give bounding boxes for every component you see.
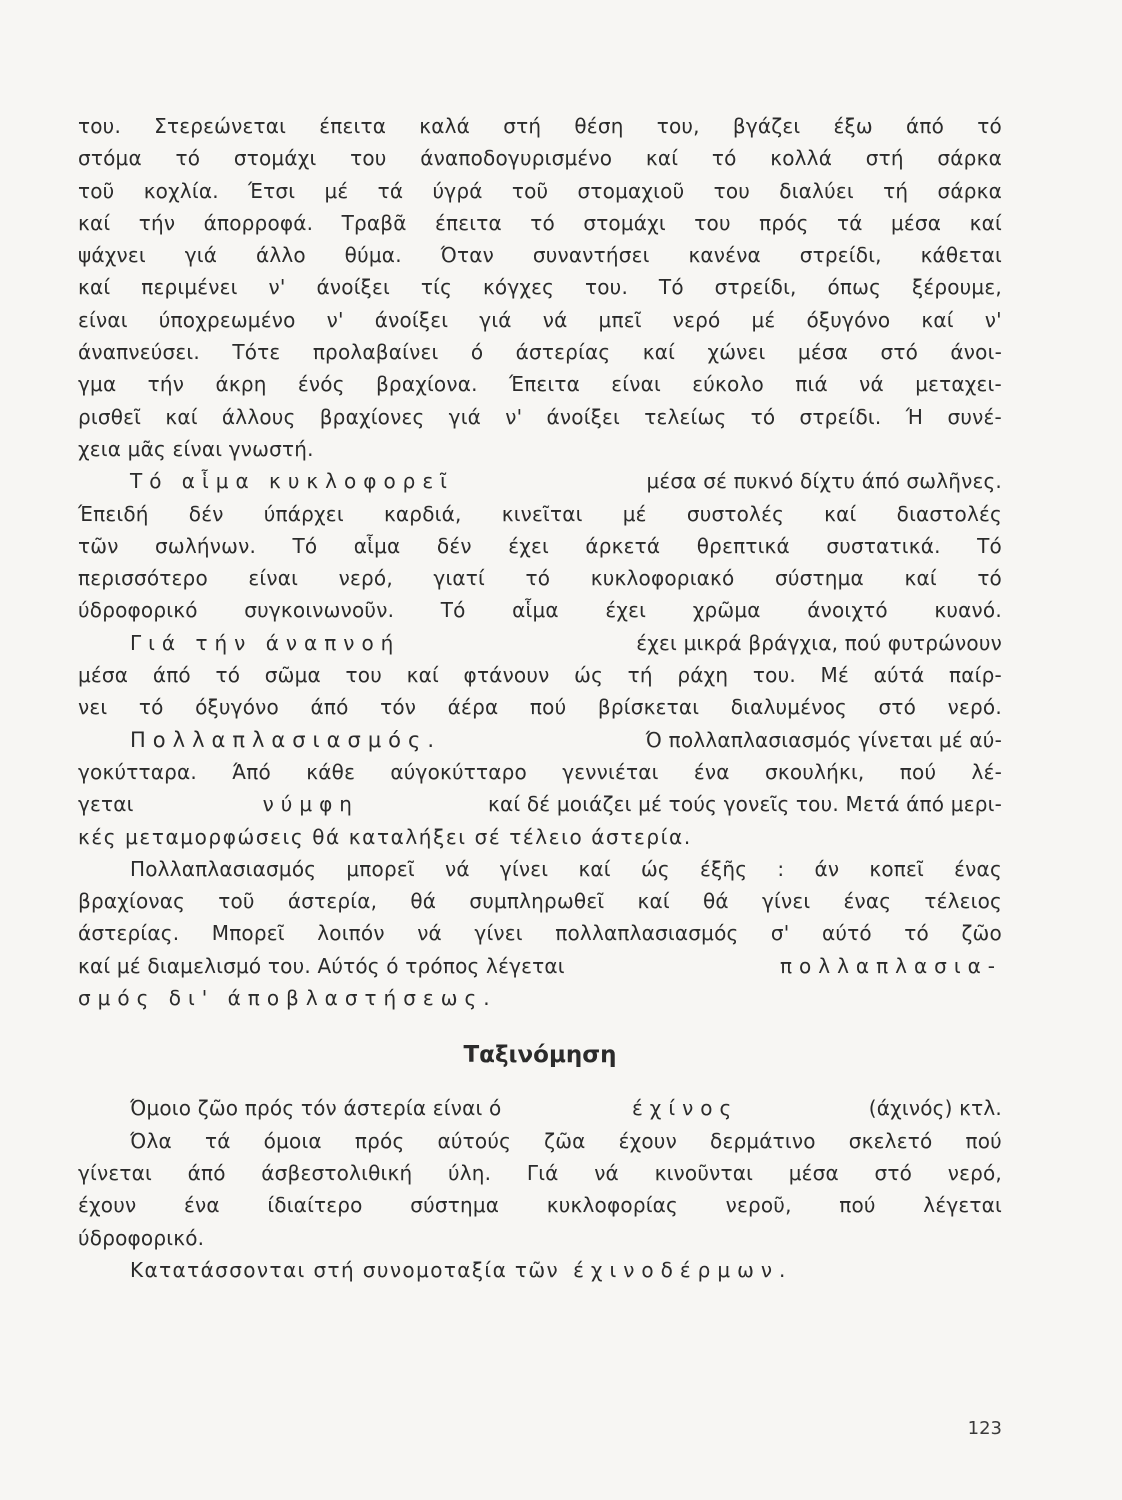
feeding-word: βραχίονες — [319, 404, 425, 429]
breathing-word: τό — [215, 663, 241, 688]
classification-line — [78, 1125, 1002, 1157]
feeding-word: μέσα — [797, 340, 849, 365]
feeding-word: πιά — [795, 372, 828, 397]
classification-word: στό — [874, 1160, 913, 1185]
feeding-word: γιά — [479, 307, 512, 332]
reproduction-line-3-a: γεται — [78, 792, 134, 817]
feeding-word: συναντήσει — [532, 243, 650, 268]
blood-line — [78, 498, 1002, 530]
feeding-word: καί — [165, 404, 198, 429]
classification-line — [78, 1222, 1002, 1254]
feeding-word: στρείδι, — [714, 275, 797, 300]
feeding-word: όξυγόνο — [806, 307, 891, 332]
feeding-word: τοῦ — [511, 178, 549, 203]
classification-word: ζῶα — [544, 1128, 586, 1153]
blood-word: περισσότερο — [78, 566, 208, 591]
feeding-word: ύποχρεωμένο — [158, 307, 296, 332]
classification-word: μέσα — [788, 1160, 839, 1185]
feeding-word: χεια μᾶς είναι γνωστή. — [78, 436, 314, 461]
blood-word: χρῶμα — [692, 598, 761, 623]
feeding-word: τή — [883, 178, 909, 203]
regeneration-word: καί — [637, 889, 670, 914]
feeding-word: θύμα. — [344, 243, 402, 268]
feeding-line — [78, 142, 1002, 174]
feeding-word: Έπειτα — [508, 372, 580, 397]
classification-word: πρός — [354, 1128, 405, 1153]
regeneration-word: λοιπόν — [317, 921, 385, 946]
feeding-word: βγάζει — [732, 114, 801, 138]
feeding-word: του. — [585, 275, 629, 300]
breathing-word: Μέ — [820, 663, 849, 688]
blood-word: ύπάρχει — [263, 501, 344, 526]
feeding-word: του. — [78, 114, 122, 138]
feeding-word: Στερεώνεται — [154, 114, 287, 138]
feeding-word: τελείως — [644, 404, 727, 429]
feeding-word: έξω — [833, 114, 873, 138]
regeneration-word: Μπορεῖ — [211, 921, 285, 946]
feeding-word: καί — [969, 210, 1002, 235]
feeding-word: του — [350, 146, 387, 171]
feeding-word: είναι — [78, 307, 128, 332]
feeding-line — [78, 336, 1002, 368]
classification-line-1-a: Όμοιο ζῶο πρός τόν άστερία είναι ό — [130, 1096, 502, 1121]
blood-word: μέ — [622, 501, 647, 526]
feeding-word: του — [694, 210, 731, 235]
regeneration-line-4-a: καί μέ διαμελισμό του. Αύτός ό τρόπος λέγεται — [78, 953, 565, 978]
feeding-word: άνοίξει — [316, 275, 390, 300]
blood-word: καί — [904, 566, 937, 591]
feeding-word: του — [713, 178, 751, 203]
breathing-word: άέρα — [447, 695, 499, 720]
feeding-word: σάρκα — [937, 178, 1002, 203]
classification-word: ένα — [183, 1193, 220, 1218]
blood-word: κυανό. — [934, 598, 1002, 623]
feeding-word: βραχίονα. — [375, 372, 478, 397]
feeding-word: άπορροφά. — [203, 210, 314, 235]
feeding-word: προλαβαίνει — [312, 340, 439, 365]
feeding-word: τίς — [420, 275, 453, 300]
blood-word: γιατί — [433, 566, 486, 591]
feeding-word: ν' — [984, 307, 1002, 332]
feeding-word: άπό — [905, 114, 945, 138]
feeding-word: ξέρουμε, — [911, 275, 1002, 300]
breathing-word: τή — [627, 663, 653, 688]
spaced-term-echinus: έχίνος — [631, 1096, 739, 1121]
regeneration-word: νά — [417, 921, 442, 946]
classification-word: όμοια — [263, 1128, 322, 1153]
spaced-term-blood: Τό αἷμα κυκλοφορεῖ — [130, 469, 454, 494]
blood-line — [78, 530, 1002, 562]
feeding-word: σάρκα — [937, 146, 1002, 171]
classification-word: σύστημα — [410, 1193, 500, 1218]
paragraph-regeneration — [78, 853, 1002, 950]
spaced-term-reproduction: Πολλαπλασιασμός. — [130, 727, 442, 752]
feeding-word: ψάχνει — [78, 243, 146, 268]
feeding-word: του, — [656, 114, 700, 138]
feeding-word: νά — [542, 307, 568, 332]
blood-word: κυκλοφοριακό — [590, 566, 735, 591]
paragraph-classification — [78, 1125, 1002, 1254]
breathing-word: καί — [406, 663, 439, 688]
feeding-line — [78, 433, 1002, 465]
regeneration-word: τέλειος — [924, 889, 1002, 914]
reproduction-line-4 — [78, 821, 1002, 853]
feeding-word: άνοίξει — [546, 404, 621, 429]
blood-word: καί — [824, 501, 857, 526]
blood-word: δέν — [188, 501, 224, 526]
reproduction-line-2-text: γοκύτταρα. Άπό κάθε αύγοκύτταρο γεννιέται ένα σκουλήκι, πού λέ- — [78, 759, 1002, 784]
feeding-word: τό — [175, 146, 201, 171]
feeding-word: Τότε — [232, 340, 281, 365]
classification-word: σκελετό — [848, 1128, 933, 1153]
breathing-word: ώς — [574, 663, 604, 688]
reproduction-line-3-b: καί δέ μοιάζει μέ τούς γονεῖς του. Μετά άπό μερι- — [487, 792, 1002, 817]
paragraph-feeding — [78, 110, 1002, 465]
feeding-word: κάθεται — [920, 243, 1002, 268]
classification-word: λέγεται — [923, 1193, 1002, 1218]
feeding-word: κανένα — [688, 243, 761, 268]
breathing-word: νει — [78, 695, 108, 720]
feeding-word: ν' — [326, 307, 344, 332]
feeding-word: ν' — [268, 275, 286, 300]
classification-word: αύτούς — [437, 1128, 512, 1153]
blood-word: άρκετά — [585, 533, 661, 558]
feeding-word: συνέ- — [947, 404, 1002, 429]
feeding-line — [78, 401, 1002, 433]
classification-word: νά — [594, 1160, 619, 1185]
regeneration-line — [78, 853, 1002, 885]
page-body — [78, 110, 1002, 1286]
blood-word: καρδιά, — [383, 501, 462, 526]
reproduction-line-2 — [78, 756, 1002, 788]
feeding-word: στρείδι. — [799, 404, 882, 429]
blood-line — [78, 562, 1002, 594]
feeding-word: περιμένει — [141, 275, 238, 300]
classification-word: τά — [204, 1128, 231, 1153]
feeding-word: χώνει — [707, 340, 766, 365]
feeding-line — [78, 175, 1002, 207]
breathing-word: αύτά — [873, 663, 925, 688]
feeding-word: ύγρά — [432, 178, 483, 203]
regeneration-word: βραχίονας — [78, 889, 186, 914]
blood-word: αἷμα — [353, 533, 401, 558]
breathing-word: τό — [138, 695, 164, 720]
blood-word: συγκοινωνοῦν. — [244, 598, 395, 623]
breathing-word: μέσα — [78, 663, 129, 688]
classification-word: ύδροφορικό. — [78, 1225, 205, 1250]
spaced-term-budding: σμός δι' άποβλαστήσεως. — [78, 986, 497, 1011]
regeneration-word: συμπληρωθεῖ — [469, 889, 605, 914]
feeding-line — [78, 239, 1002, 271]
reproduction-line-3 — [78, 788, 1002, 820]
feeding-word: νερό — [672, 307, 721, 332]
feeding-word: άλλο — [255, 243, 306, 268]
classification-line — [78, 1157, 1002, 1189]
feeding-word: νά — [859, 372, 884, 397]
feeding-word: καί — [78, 275, 111, 300]
blood-first-line — [78, 465, 1002, 497]
blood-word: τῶν — [78, 533, 119, 558]
classification-line-1 — [78, 1092, 1002, 1124]
classification-word: πού — [839, 1193, 876, 1218]
feeding-word: τό — [530, 210, 555, 235]
breathing-word: πού — [529, 695, 567, 720]
feeding-word: καί — [642, 340, 676, 365]
feeding-word: πρός — [759, 210, 809, 235]
reproduction-first-line — [78, 724, 1002, 756]
feeding-line — [78, 271, 1002, 303]
feeding-word: είναι — [611, 372, 661, 397]
feeding-word: έπειτα — [319, 114, 387, 138]
feeding-word: άνοι- — [950, 340, 1002, 365]
blood-word: τό — [525, 566, 551, 591]
classification-final-line — [78, 1254, 1002, 1286]
feeding-word: ν' — [505, 404, 523, 429]
feeding-word: τό — [977, 114, 1002, 138]
regeneration-word: ζῶο — [961, 921, 1002, 946]
regeneration-word: γίνει — [761, 889, 811, 914]
regeneration-line-5 — [78, 982, 1002, 1014]
regeneration-word: ώς — [640, 856, 670, 881]
regeneration-word: : — [777, 856, 785, 881]
classification-word: κινοῦνται — [654, 1160, 754, 1185]
blood-word: τό — [977, 566, 1002, 591]
regeneration-line — [78, 917, 1002, 949]
classification-line — [78, 1189, 1002, 1221]
feeding-line — [78, 207, 1002, 239]
blood-line — [78, 594, 1002, 626]
feeding-word: στομαχιοῦ — [577, 178, 685, 203]
feeding-word: στό — [880, 340, 919, 365]
feeding-word: όπως — [827, 275, 882, 300]
regeneration-word: τό — [904, 921, 929, 946]
spaced-term-nymph: νύμφη — [262, 792, 359, 817]
classification-word: άπό — [187, 1160, 226, 1185]
breathing-line — [78, 691, 1002, 723]
feeding-word: στομάχι — [583, 210, 666, 235]
feeding-word: μέ — [324, 178, 349, 203]
breathing-word: φτάνουν — [463, 663, 550, 688]
reproduction-first-line-rest: Ό πολλαπλασιασμός γίνεται μέ αύ- — [645, 727, 1002, 752]
classification-word: Γιά — [526, 1160, 559, 1185]
feeding-word: κολλά — [770, 146, 833, 171]
feeding-word: τά — [377, 178, 404, 203]
regeneration-word: άν — [814, 856, 840, 881]
classification-word: νεροῦ, — [725, 1193, 792, 1218]
breathing-word: του — [345, 663, 382, 688]
feeding-word: στή — [865, 146, 904, 171]
feeding-word: άκρη — [215, 372, 267, 397]
regeneration-word: καί — [578, 856, 611, 881]
blood-word: σωλήνων. — [155, 533, 257, 558]
feeding-word: καί — [645, 146, 679, 171]
regeneration-word: μπορεῖ — [346, 856, 415, 881]
blood-word: έχει — [605, 598, 647, 623]
regeneration-word: κοπεῖ — [869, 856, 925, 881]
breathing-word: άπό — [310, 695, 349, 720]
blood-word: συστολές — [686, 501, 785, 526]
feeding-word: διαλύει — [779, 178, 854, 203]
classification-line-1-b: (άχινός) κτλ. — [868, 1096, 1002, 1121]
regeneration-word: γίνει — [474, 921, 523, 946]
feeding-word: ένός — [297, 372, 345, 397]
blood-first-line-rest: μέσα σέ πυκνό δίχτυ άπό σωλῆνες. — [646, 469, 1002, 494]
regeneration-word: έξῆς — [699, 856, 748, 881]
classification-word: γίνεται — [78, 1160, 152, 1185]
classification-word: κυκλοφορίας — [546, 1193, 678, 1218]
regeneration-word: γίνει — [499, 856, 549, 881]
breathing-word: σῶμα — [264, 663, 321, 688]
page-number: 123 — [967, 1418, 1002, 1439]
regeneration-word: θά — [702, 889, 729, 914]
feeding-word: Όταν — [440, 243, 495, 268]
feeding-word: στρείδι, — [799, 243, 882, 268]
paragraph-blood — [78, 498, 1002, 627]
breathing-word: του. — [752, 663, 796, 688]
feeding-word: άνοίξει — [374, 307, 449, 332]
feeding-word: καί — [921, 307, 954, 332]
feeding-word: Τό — [658, 275, 684, 300]
classification-word: νερό, — [947, 1160, 1002, 1185]
breathing-word: όξυγόνο — [195, 695, 279, 720]
regeneration-word: άστερία, — [287, 889, 378, 914]
blood-word: άνοιχτό — [807, 598, 888, 623]
feeding-word: τήν — [138, 210, 176, 235]
classification-final-a: Κατατάσσονται στή συνομοταξία τῶν — [130, 1257, 560, 1282]
classification-word: πού — [965, 1128, 1002, 1153]
breathing-word: άπό — [152, 663, 191, 688]
breathing-word: νερό. — [947, 695, 1002, 720]
blood-word: Έπειδή — [78, 501, 149, 526]
spaced-term-breathing: Γιά τήν άναπνοή — [130, 630, 401, 655]
feeding-word: καί — [78, 210, 111, 235]
breathing-word: τόν — [380, 695, 417, 720]
regeneration-word: νά — [445, 856, 470, 881]
feeding-word: γιά — [184, 243, 218, 268]
feeding-word: κοχλία. — [143, 178, 219, 203]
blood-word: Τό — [440, 598, 466, 623]
breathing-word: βρίσκεται — [597, 695, 700, 720]
classification-word: έχουν — [618, 1128, 677, 1153]
section-heading-classification: Ταξινόμηση — [463, 1042, 617, 1069]
feeding-word: μέσα — [891, 210, 942, 235]
feeding-word: εύκολο — [692, 372, 764, 397]
breathing-word: παίρ- — [949, 663, 1002, 688]
reproduction-line-4-text: κές μεταμορφώσεις θά καταλήξει σέ τέλειο άστερία. — [78, 824, 692, 849]
feeding-word: ό — [470, 340, 484, 365]
breathing-word: ράχη — [677, 663, 729, 688]
blood-word: είναι — [248, 566, 299, 591]
feeding-word: τό — [750, 404, 776, 429]
feeding-word: στή — [503, 114, 542, 138]
classification-word: ίδιαίτερο — [267, 1193, 363, 1218]
spaced-term-echinoderms: έχινοδέρμων. — [573, 1257, 793, 1282]
feeding-line — [78, 110, 1002, 142]
feeding-word: καλά — [419, 114, 471, 138]
blood-word: νερό, — [338, 566, 393, 591]
classification-word: Όλα — [130, 1128, 172, 1153]
feeding-line — [78, 304, 1002, 336]
classification-word: έχουν — [78, 1193, 137, 1218]
blood-word: ύδροφορικό — [78, 598, 198, 623]
blood-word: διαστολές — [896, 501, 1002, 526]
blood-word: Τό — [977, 533, 1002, 558]
regeneration-word: αύτό — [821, 921, 872, 946]
feeding-word: Τραβᾶ — [341, 210, 407, 235]
feeding-word: τήν — [147, 372, 185, 397]
breathing-first-line — [78, 627, 1002, 659]
regeneration-word: άστερίας. — [78, 921, 180, 946]
breathing-line — [78, 659, 1002, 691]
regeneration-line-4 — [78, 950, 1002, 982]
regeneration-word: ένας — [843, 889, 892, 914]
feeding-word: γμα — [78, 372, 117, 397]
feeding-word: τά — [837, 210, 863, 235]
regeneration-line — [78, 885, 1002, 917]
regeneration-word: τοῦ — [218, 889, 255, 914]
feeding-word: άναποδογυρισμένο — [420, 146, 613, 171]
feeding-word: μπεῖ — [598, 307, 642, 332]
feeding-word: μεταχει- — [915, 372, 1002, 397]
feeding-word: μέ — [751, 307, 776, 332]
blood-word: συστατικά. — [826, 533, 941, 558]
feeding-word: άστερίας — [515, 340, 611, 365]
feeding-word: γιά — [448, 404, 482, 429]
feeding-line — [78, 368, 1002, 400]
feeding-word: θέση — [574, 114, 624, 138]
regeneration-word: σ' — [770, 921, 790, 946]
breathing-word: διαλυμένος — [730, 695, 847, 720]
regeneration-word: πολλαπλασιασμός — [555, 921, 739, 946]
blood-word: δέν — [436, 533, 472, 558]
spaced-term-multiplication: πολλαπλασια- — [779, 953, 1002, 978]
blood-word: Τό — [292, 533, 318, 558]
feeding-word: ρισθεῖ — [78, 404, 142, 429]
feeding-word: Έτσι — [248, 178, 296, 203]
blood-word: έχει — [508, 533, 549, 558]
classification-word: άσβεστολιθική — [261, 1160, 413, 1185]
regeneration-word: θά — [410, 889, 437, 914]
feeding-word: άναπνεύσει. — [78, 340, 200, 365]
blood-word: θρεπτικά — [696, 533, 790, 558]
regeneration-word: ένας — [954, 856, 1002, 881]
blood-word: αἷμα — [512, 598, 559, 623]
feeding-word: στόμα — [78, 146, 142, 171]
feeding-word: κόγχες — [482, 275, 555, 300]
blood-word: σύστημα — [774, 566, 864, 591]
feeding-word: Ή — [905, 404, 924, 429]
breathing-word: στό — [878, 695, 917, 720]
feeding-word: έπειτα — [435, 210, 502, 235]
paragraph-breathing — [78, 659, 1002, 724]
feeding-word: τό — [711, 146, 737, 171]
classification-word: δερμάτινο — [710, 1128, 816, 1153]
feeding-word: στομάχι — [233, 146, 317, 171]
regeneration-word: Πολλαπλασιασμός — [130, 856, 317, 881]
feeding-word: τοῦ — [78, 178, 115, 203]
feeding-word: άλλους — [221, 404, 296, 429]
classification-word: ύλη. — [447, 1160, 492, 1185]
breathing-first-line-rest: έχει μικρά βράγχια, πού φυτρώνουν — [636, 630, 1002, 655]
blood-word: κινεῖται — [501, 501, 583, 526]
